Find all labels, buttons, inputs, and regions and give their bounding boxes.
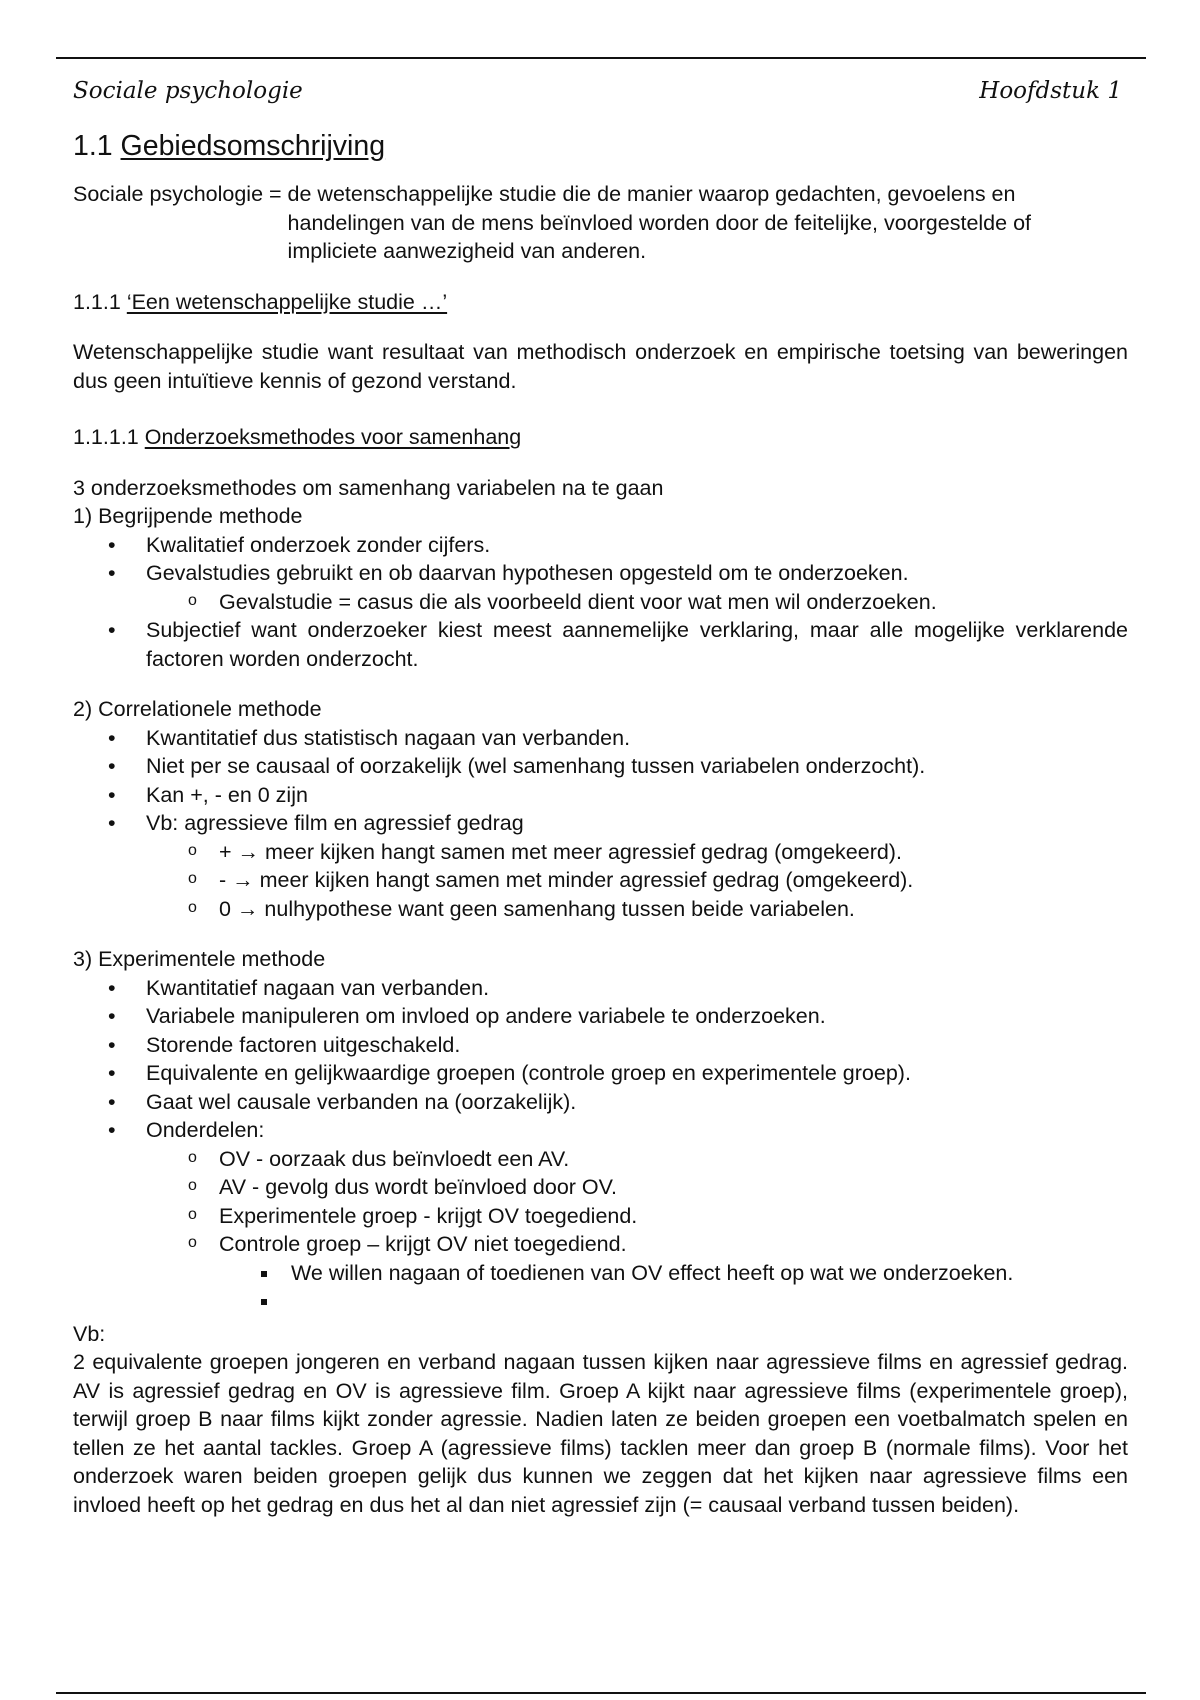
list-item-text: Gevalstudies gebruikt en ob daarvan hypothesen opgesteld om te onderzoeken. [146, 561, 909, 585]
bullet-list [73, 531, 1128, 674]
list-item: • Kwantitatief nagaan van verbanden. [73, 974, 1128, 1003]
subsection-heading-1 [73, 288, 1128, 317]
sub-list-item: o Gevalstudie = casus die als voorbeeld dient voor wat men wil onderzoeken. [146, 588, 1128, 617]
list-item: • Kwantitatief dus statistisch nagaan van verbanden. [73, 724, 1128, 753]
list-item: • Gaat wel causale verbanden na (oorzakelijk). [73, 1088, 1128, 1117]
subsection-title: Onderzoeksmethodes voor samenhang [144, 425, 522, 449]
list-item: • Kwalitatief onderzoek zonder cijfers. [73, 531, 1128, 560]
definition-term: Sociale psychologie = [73, 182, 288, 206]
paragraph-scientific-study: Wetenschappelijke studie want resultaat van methodisch onderzoek en empirische toetsing van beweringen dus geen intuïtieve kennis of gezond verstand. [73, 340, 1128, 393]
list-item: • Equivalente en gelijkwaardige groepen (controle groep en experimentele groep). [73, 1059, 1128, 1088]
subsection-number: 1.1.1.1 [73, 425, 139, 449]
bullet-list [73, 974, 1128, 1316]
sub-list-item: o 0 → nulhypothese want geen samenhang tussen beide variabelen. [146, 895, 1128, 924]
list-item: • Niet per se causaal of oorzakelijk (wel samenhang tussen variabelen onderzocht). [73, 752, 1128, 781]
list-item-text: Onderdelen: [146, 1118, 265, 1142]
sub-sub-list [219, 1259, 1128, 1316]
subsection-number: 1.1.1 [73, 289, 121, 314]
sub-list [146, 588, 1128, 617]
section-number: 1.1 [73, 130, 113, 162]
sub-list-item [146, 1230, 1128, 1316]
sub-list-item: o - → meer kijken hangt samen met minder agressief gedrag (omgekeerd). [146, 866, 1128, 895]
top-rule [56, 57, 1146, 59]
sub-list-item-text: Controle groep – krijgt OV niet toegediend. [219, 1232, 627, 1256]
bottom-rule [56, 1692, 1146, 1694]
subsection-heading-2 [73, 423, 1128, 452]
method-title: 2) Correlationele methode [73, 697, 322, 721]
sub-list-item: o AV - gevolg dus wordt beïnvloed door OV. [146, 1173, 1128, 1202]
example-label: Vb: [73, 1321, 106, 1346]
sub-sub-list-item-empty [219, 1287, 1128, 1316]
method-title: 1) Begrijpende methode [73, 504, 303, 528]
methods-intro: 3 onderzoeksmethodes om samenhang variabelen na te gaan [73, 475, 664, 500]
list-item [73, 809, 1128, 923]
list-item-text: Vb: agressieve film en agressief gedrag [146, 811, 524, 835]
method-title: 3) Experimentele methode [73, 947, 326, 971]
sub-sub-list-item: We willen nagaan of toedienen van OV effect heeft op wat we onderzoeken. [219, 1259, 1128, 1288]
page-header [73, 62, 1128, 120]
sub-list [146, 838, 1128, 924]
sub-list-item: o + → meer kijken hangt samen met meer agressief gedrag (omgekeerd). [146, 838, 1128, 867]
bullet-list [73, 724, 1128, 924]
sub-list-item: o OV - oorzaak dus beïnvloedt een AV. [146, 1145, 1128, 1174]
list-item: • Variabele manipuleren om invloed op andere variabele te onderzoeken. [73, 1002, 1128, 1031]
list-item: • Kan +, - en 0 zijn [73, 781, 1128, 810]
section-heading [73, 128, 1128, 164]
sub-list-item: o Experimentele groep - krijgt OV toegediend. [146, 1202, 1128, 1231]
document-page [73, 62, 1128, 1519]
header-chapter: Hoofdstuk 1 [979, 77, 1122, 104]
definition-text: de wetenschappelijke studie die de manier waarop gedachten, gevoelens en handelingen van de mens beïnvloed worden door de feitelijke, voorgestelde of impliciete aanwezigheid van anderen. [287, 182, 1031, 263]
list-item [73, 1116, 1128, 1316]
example-paragraph: 2 equivalente groepen jongeren en verband nagaan tussen kijken naar agressieve films en agressief gedrag. AV is agressief gedrag en OV is agressieve film. Groep A kijkt naar agressieve films (experimentele groep), terwijl groep B naar films kijkt zonder agressie. Nadien laten ze beiden groepen een voetbalmatch spelen en tellen ze het aantal tackles. Groep A (agressieve films) tacklen meer dan groep B (normale films). Voor het onderzoek waren beiden groepen gelijk dus kunnen we zeggen dat het kijken naar agressieve films een invloed heeft op het gedrag en dus het al dan niet agressief zijn (= causaal verband tussen beiden). [73, 1350, 1128, 1517]
subsection-title: ‘Een wetenschappelijke studie …’ [126, 289, 448, 314]
list-item: • Subjectief want onderzoeker kiest meest aannemelijke verklaring, maar alle mogelijke verklarende factoren worden onderzocht. [73, 616, 1128, 673]
list-item [73, 559, 1128, 616]
header-course-title: Sociale psychologie [73, 77, 303, 104]
definition [73, 180, 1128, 266]
section-title: Gebiedsomschrijving [120, 130, 386, 162]
sub-list [146, 1145, 1128, 1316]
list-item: • Storende factoren uitgeschakeld. [73, 1031, 1128, 1060]
